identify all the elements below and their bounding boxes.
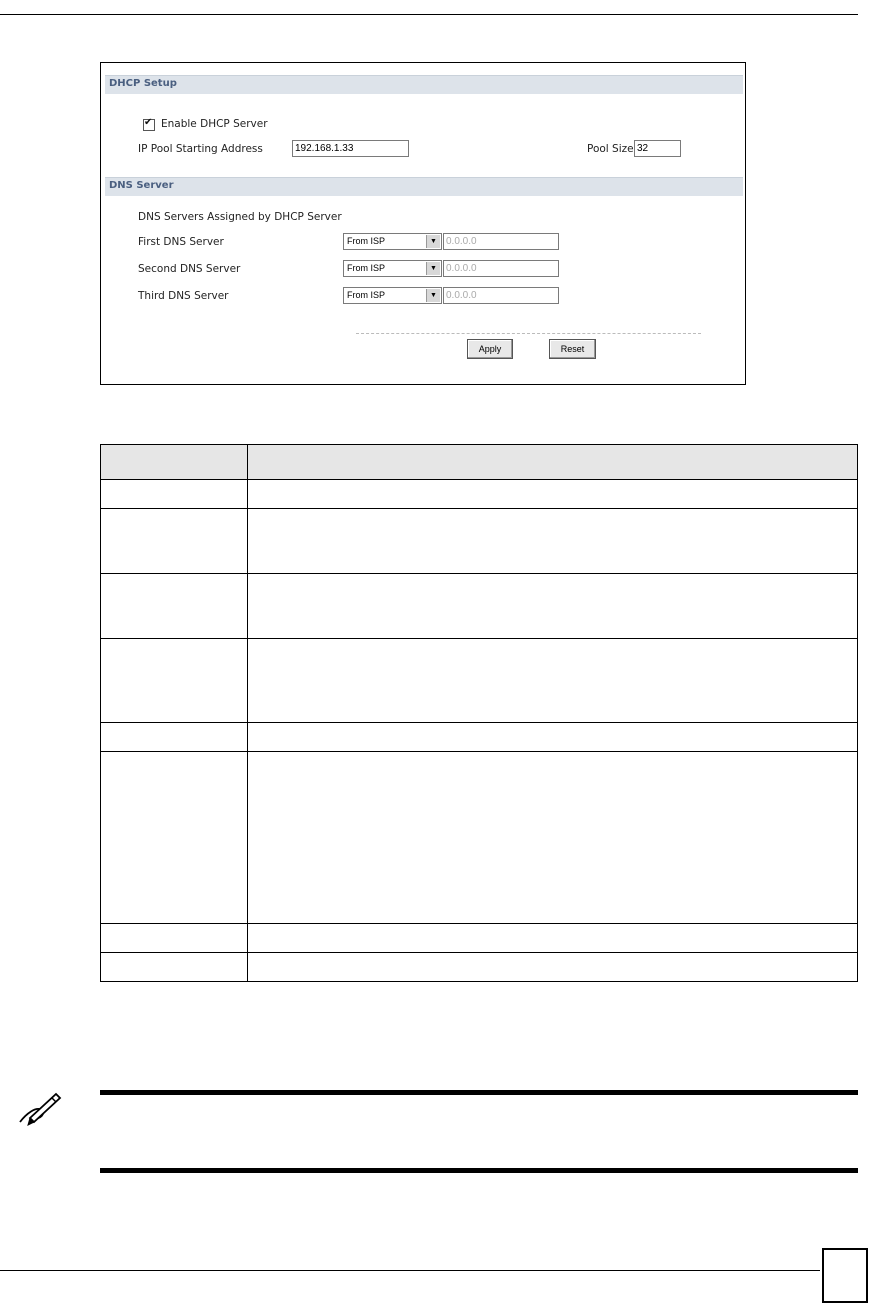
table-cell xyxy=(101,924,248,953)
second-dns-address-input[interactable]: 0.0.0.0 xyxy=(443,260,559,277)
page-number-box xyxy=(822,1248,868,1303)
table-cell xyxy=(101,480,248,509)
table-cell xyxy=(101,752,248,924)
second-dns-select[interactable] xyxy=(343,260,442,277)
table-cell xyxy=(101,574,248,639)
lan-dhcp-screenshot xyxy=(100,62,746,385)
dns-assigned-label: DNS Servers Assigned by DHCP Server xyxy=(138,211,342,223)
pool-size-label: Pool Size xyxy=(587,143,634,155)
table-cell xyxy=(101,639,248,723)
pencil-note-icon xyxy=(16,1088,64,1128)
first-dns-select[interactable] xyxy=(343,233,442,250)
enable-dhcp-label: Enable DHCP Server xyxy=(161,118,268,130)
table-cell xyxy=(248,574,858,639)
table-cell xyxy=(248,924,858,953)
third-dns-select[interactable] xyxy=(343,287,442,304)
table-row xyxy=(101,509,858,574)
header-rule xyxy=(0,14,858,15)
ip-pool-label: IP Pool Starting Address xyxy=(138,143,263,155)
footer-rule xyxy=(0,1270,820,1271)
third-dns-select-value: From ISP xyxy=(347,290,386,300)
table-row xyxy=(101,752,858,924)
dns-server-title: DNS Server xyxy=(109,180,174,191)
table-cell xyxy=(101,723,248,752)
apply-button[interactable]: Apply xyxy=(467,339,513,359)
table-row xyxy=(101,639,858,723)
table-cell xyxy=(248,509,858,574)
table-row xyxy=(101,723,858,752)
dns-server-section-bar xyxy=(105,177,743,196)
table-cell xyxy=(248,723,858,752)
chevron-down-icon[interactable]: ▼ xyxy=(426,235,440,248)
second-dns-select-value: From ISP xyxy=(347,263,386,273)
table-row xyxy=(101,924,858,953)
first-dns-label: First DNS Server xyxy=(138,236,224,248)
table-cell xyxy=(101,953,248,982)
first-dns-select-value: From ISP xyxy=(347,236,386,246)
third-dns-label: Third DNS Server xyxy=(138,290,229,302)
dhcp-setup-section-bar xyxy=(105,75,743,94)
table-cell xyxy=(101,509,248,574)
field-description-table xyxy=(100,444,858,982)
first-dns-address-input[interactable]: 0.0.0.0 xyxy=(443,233,559,250)
dhcp-setup-title: DHCP Setup xyxy=(109,78,177,89)
note-top-rule xyxy=(100,1090,858,1095)
table-cell xyxy=(248,953,858,982)
ip-pool-input[interactable]: 192.168.1.33 xyxy=(292,140,409,157)
table-header-row xyxy=(101,445,858,480)
third-dns-address-input[interactable]: 0.0.0.0 xyxy=(443,287,559,304)
second-dns-label: Second DNS Server xyxy=(138,263,241,275)
table-cell xyxy=(248,480,858,509)
note-bottom-rule xyxy=(100,1168,858,1173)
enable-dhcp-checkbox[interactable] xyxy=(143,119,155,131)
table-cell xyxy=(248,752,858,924)
table-row xyxy=(101,480,858,509)
table-cell xyxy=(248,639,858,723)
pool-size-input[interactable]: 32 xyxy=(634,140,681,157)
chevron-down-icon[interactable]: ▼ xyxy=(426,262,440,275)
reset-button[interactable]: Reset xyxy=(549,339,596,359)
chevron-down-icon[interactable]: ▼ xyxy=(426,289,440,302)
table-row xyxy=(101,953,858,982)
table-header-cell xyxy=(248,445,858,480)
table-header-cell xyxy=(101,445,248,480)
table-row xyxy=(101,574,858,639)
button-divider xyxy=(356,333,701,334)
